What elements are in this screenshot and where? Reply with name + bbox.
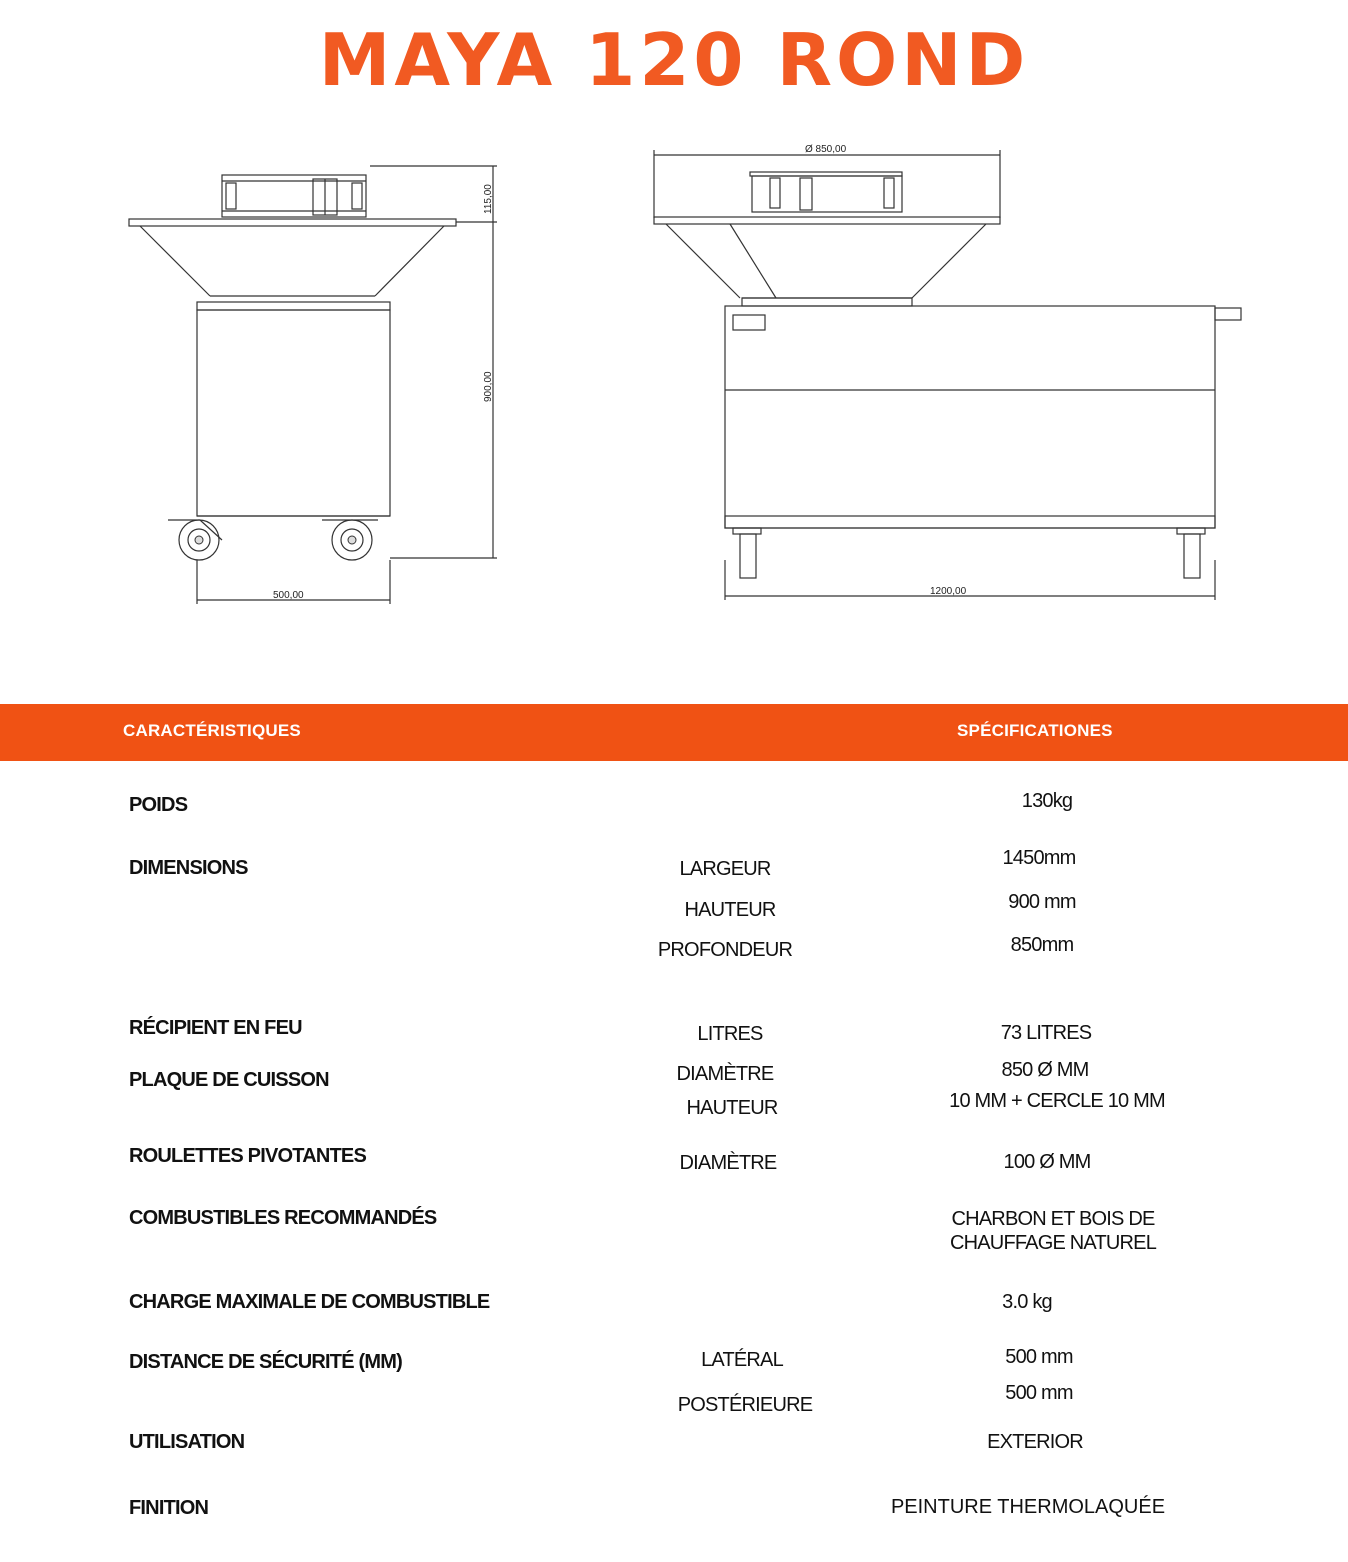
row-label-weight: POIDS xyxy=(129,794,188,816)
row-value-fuels-line2: CHAUFFAGE NATUREL xyxy=(949,1232,1157,1254)
row-value-rear: 500 mm xyxy=(1005,1382,1073,1404)
page-title: MAYA 120 ROND xyxy=(318,18,1030,102)
row-sub-liters: LITRES xyxy=(697,1023,763,1045)
row-sub-plate-height: HAUTEUR xyxy=(686,1097,778,1119)
row-label-fire-bowl: RÉCIPIENT EN FEU xyxy=(129,1017,302,1039)
row-sub-plate-diameter: DIAMÈTRE xyxy=(676,1063,774,1085)
row-value-lateral: 500 mm xyxy=(1005,1346,1073,1368)
row-value-plate-diameter: 850 Ø MM xyxy=(1001,1059,1089,1081)
row-label-usage: UTILISATION xyxy=(129,1431,245,1453)
row-sub-depth: PROFONDEUR xyxy=(657,939,793,961)
table-header xyxy=(0,704,1348,761)
row-sub-caster-diameter: DIAMÈTRE xyxy=(679,1152,777,1174)
row-sub-lateral: LATÉRAL xyxy=(701,1349,783,1371)
row-value-fuels-line1: CHARBON ET BOIS DE xyxy=(951,1208,1155,1230)
row-label-fuels: COMBUSTIBLES RECOMMANDÉS xyxy=(129,1207,437,1229)
row-sub-height: HAUTEUR xyxy=(684,899,776,921)
header-specifications: SPÉCIFICATIONES xyxy=(957,721,1113,740)
row-label-cooking-plate: PLAQUE DE CUISSON xyxy=(129,1069,329,1091)
dim-length: 1200,00 xyxy=(930,586,967,597)
row-value-weight: 130kg xyxy=(1021,790,1073,812)
row-sub-width: LARGEUR xyxy=(679,858,771,880)
row-label-casters: ROULETTES PIVOTANTES xyxy=(129,1145,366,1167)
row-value-liters: 73 LITRES xyxy=(1000,1022,1092,1044)
row-label-finish: FINITION xyxy=(129,1497,209,1519)
row-value-height: 900 mm xyxy=(1008,891,1076,913)
row-value-caster-diameter: 100 Ø MM xyxy=(1003,1151,1091,1173)
dim-height-body: 900,00 xyxy=(483,371,494,402)
dim-height-top: 115,00 xyxy=(483,184,494,214)
row-value-depth: 850mm xyxy=(1010,934,1074,956)
row-sub-rear: POSTÉRIEURE xyxy=(677,1394,813,1416)
row-value-usage: EXTERIOR xyxy=(987,1431,1083,1453)
row-label-max-load: CHARGE MAXIMALE DE COMBUSTIBLE xyxy=(129,1291,490,1313)
row-value-width: 1450mm xyxy=(1002,847,1076,869)
technical-drawing xyxy=(0,130,1348,610)
row-label-dimensions: DIMENSIONS xyxy=(129,857,248,879)
row-value-plate-height: 10 MM + CERCLE 10 MM xyxy=(949,1090,1165,1112)
header-characteristics: CARACTÉRISTIQUES xyxy=(123,721,301,740)
dim-width-side: 500,00 xyxy=(273,590,304,601)
row-value-finish: PEINTURE THERMOLAQUÉE xyxy=(890,1496,1166,1518)
dim-diameter: Ø 850,00 xyxy=(805,144,847,155)
row-label-safety-distance: DISTANCE DE SÉCURITÉ (MM) xyxy=(129,1351,402,1373)
row-value-max-load: 3.0 kg xyxy=(1002,1291,1052,1313)
